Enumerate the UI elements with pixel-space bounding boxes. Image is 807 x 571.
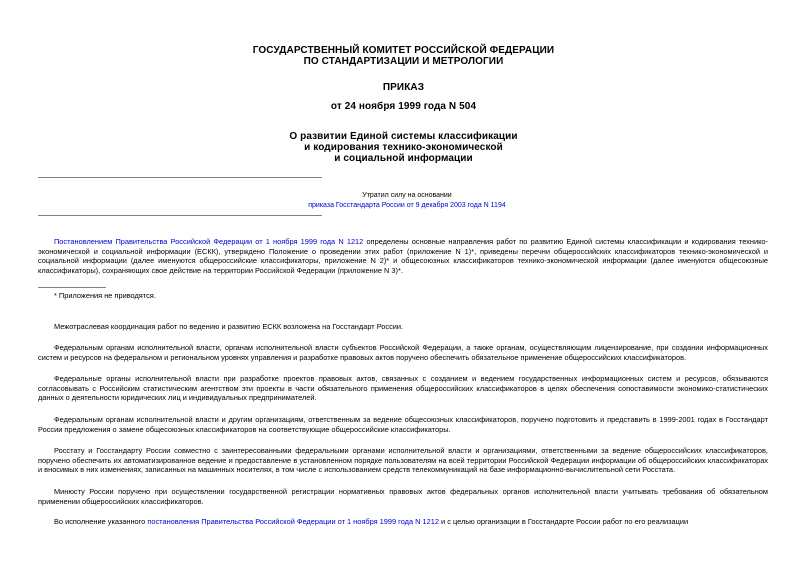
decree-link-2[interactable]: постановления Правительства Российской Федерации от 1 ноября 1999 года N 1212 [147, 517, 439, 526]
subject-line-2: и кодирования технико-экономической [304, 142, 503, 153]
subject-line-1: О развитии Единой системы классификации [289, 131, 518, 142]
paragraph-7: Минюсту России поручено при осуществлении государственной регистрации нормативных правовых актов федеральных органов исполнительной власти учитывать требования об обязательном применении общероссийских классификаторов. [38, 487, 768, 506]
document-type: ПРИКАЗ [382, 82, 425, 93]
document-date-number: от 24 ноября 1999 года N 504 [330, 101, 477, 112]
government-decree-link[interactable]: Постановлением Правительства Российской Федерации от 1 ноября 1999 года N 1212 [54, 237, 364, 246]
paragraph-8-suffix: и с целью организации в Госстандарте России работ по его реализации [438, 517, 689, 526]
paragraph-8-prefix: Во исполнение указанного [54, 517, 148, 526]
document-subject [0, 131, 807, 164]
paragraph-3: Федеральным органам исполнительной власти, органам исполнительной власти субъектов Российской Федерации, а также органам, осуществляющим лицензирование, при создании информационных систем и ресурсов на федеральном и региональном уровнях управления и разработке правовых актов поручено обеспечить обязательное применение общероссийских классификаторов. [38, 343, 768, 362]
org-line-1: ГОСУДАРСТВЕННЫЙ КОМИТЕТ РОССИЙСКОЙ ФЕДЕРАЦИИ [252, 45, 555, 56]
footnote: * Приложения не приводятся. [54, 291, 156, 300]
paragraph-8 [38, 517, 768, 527]
paragraph-1 [38, 237, 768, 275]
org-line-2: ПО СТАНДАРТИЗАЦИИ И МЕТРОЛОГИИ [303, 56, 504, 67]
status-divider-top [38, 177, 322, 178]
subject-line-3: и социальной информации [334, 153, 473, 164]
footnote-divider [38, 287, 106, 288]
status-divider-bottom [38, 215, 322, 216]
paragraph-2: Межотраслевая координация работ по ведению и развитию ЕСКК возложена на Госстандарт России. [54, 322, 404, 331]
status-note: Утратил силу на основании [362, 192, 452, 199]
paragraph-6: Росстату и Госстандарту России совместно с заинтересованными федеральными органами исполнительной власти и организациями, ответственными за ведение общероссийских классификаторов, поручено обеспечить их автоматизированное ведение и предоставление в установленном порядке пользователям на всей территории Российской Федерации информации об общероссийских классификаторах и вносимых в них изменениях, записанных на машинных носителях, в том числе с использованием средств телекоммуникаций на базе информационно-вычислительной сети Росстата. [38, 446, 768, 475]
paragraph-5: Федеральным органам исполнительной власти и другим организациям, ответственным за ведение общесоюзных классификаторов, поручено подготовить и представить в 1999-2001 годах в Госстандарт России предложения о замене общесоюзных классификаторов на соответствующие общероссийские классификаторы. [38, 415, 768, 434]
paragraph-4: Федеральные органы исполнительной власти при разработке проектов правовых актов, связанных с созданием и ведением государственных информационных систем и ресурсов, обязываются согласовывать с Российским статистическим агентством эти проекты в части обязательного применения общероссийских классификаторов в целях обеспечения сопоставимости экономико-статистических данных о деятельности юридических лиц и индивидуальных предпринимателей. [38, 374, 768, 403]
repeal-order-link[interactable]: приказа Госстандарта России от 9 декабря 2003 года N 1194 [308, 202, 506, 209]
paragraph-1-text: определены основные направления работ по развитию Единой системы классификации и кодирования технико-экономической и социальной информации (ЕСКК), утверждено Положение о проведении этих работ (приложение N 1)*, приведены перечни общероссийских классификаторов технико-экономической и социальной информации (далее именуются общероссийские классификаторы, приложение N 2)* и общесоюзных классификаторов технико-экономической информации (далее именуются общесоюзные классификаторы), сохраняющих свое действие на территории Российской Федерации (приложение N 3)*. [38, 237, 768, 275]
status-link-row [250, 201, 564, 210]
issuing-organization [0, 45, 807, 67]
